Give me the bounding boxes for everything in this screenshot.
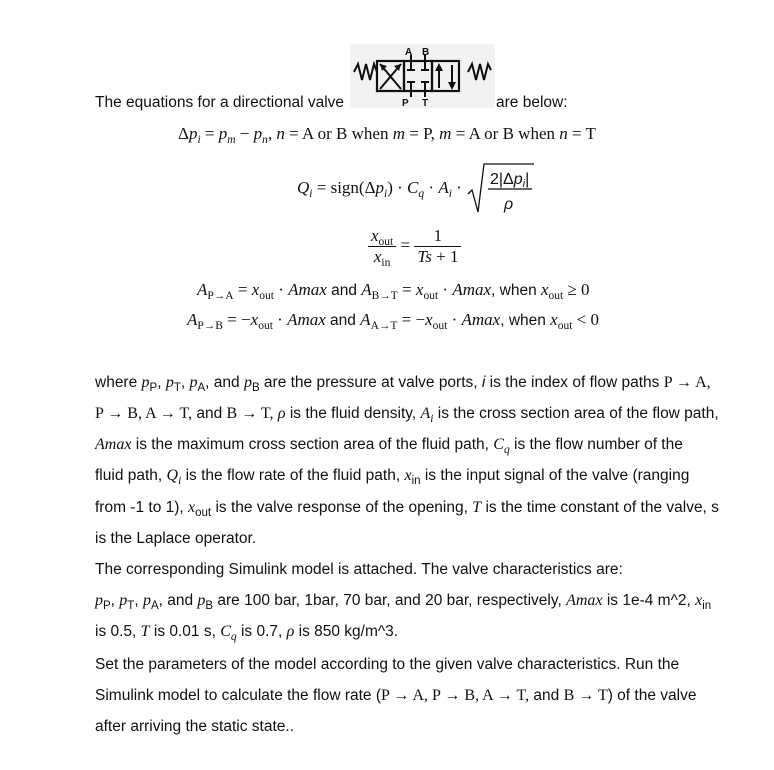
- definitions-line-3: Amax is the maximum cross section area of the fluid path, $C_q$ is the flow number of the: [95, 436, 683, 456]
- equation-pressure-difference: $\Delta p_i = p_m - p_n$, n = A or B when m = P, m = A or B when n = T: [178, 124, 596, 146]
- port-label-t: T: [422, 98, 429, 108]
- definitions-line-6: is the Laplace operator.: [95, 530, 257, 547]
- characteristics-line-2: is 0.5, T is 0.01 s, $C_q$ is 0.7, ρ is 850 kg/m^3.: [95, 623, 399, 643]
- definitions-line-4: fluid path, $Q_i$ is the flow rate of the fluid path, $x_{in}$ is the input signal of the valve (ranging: [95, 467, 690, 487]
- equation-flow-rate: $Q_i$ = $sign(\Delta p_i) \cdot C_q \cdot A_i$ · 2|Δpi| ρ: [297, 160, 536, 216]
- intro-text: The equations for a directional valve: [95, 94, 345, 111]
- port-label-b: B: [422, 47, 430, 58]
- equation-area-negative: $A_{P\to B} = -x_{out} \cdot Amax$ and $A_{A\to T} = -x_{out} \cdot Amax$, when $x_{out} < 0$: [187, 310, 599, 332]
- task-line-1: Set the parameters of the model according to the given valve characteristics. Run the: [95, 656, 680, 673]
- definitions-line-5: from -1 to 1), $x_{out}$ is the valve response of the opening, T is the time constant of the valve, s: [95, 499, 719, 519]
- svg-text:ρ: ρ: [504, 196, 514, 213]
- svg-text:2|Δpi|: 2|Δpi|: [490, 171, 530, 190]
- task-line-2: Simulink model to calculate the flow rate (P → A, P → B, A → T, and B → T) of the valve: [95, 687, 697, 704]
- port-label-p: P: [402, 98, 409, 108]
- equation-transfer-function: $\frac{x_{out}}{x_{in}}$ = $\frac{1}{Ts + 1}$: [368, 226, 461, 267]
- definitions-line-2: P → B, A → T, and B → T, ρ is the fluid density, $A_i$ is the cross section area of the flow path,: [95, 405, 719, 425]
- model-intro-text: The corresponding Simulink model is attached. The valve characteristics are:: [95, 561, 623, 578]
- port-label-a: A: [405, 47, 413, 58]
- intro-text-after: are below:: [496, 94, 568, 111]
- equation-area-positive: $A_{P\to A} = x_{out} \cdot Amax$ and $A_{B\to T} = x_{out} \cdot Amax$, when $x_{out} \ge 0$: [197, 280, 590, 302]
- characteristics-line-1: $p_P$, $p_T$, $p_A$, and $p_B$ are 100 bar, 1bar, 70 bar, and 20 bar, respectively, Amax is 1e-4 m^2, $x_{in}$: [95, 592, 712, 612]
- definitions-line-1: where $p_P$, $p_T$, $p_A$, and $p_B$ are the pressure at valve ports, i is the index of flow paths P → A,: [95, 374, 711, 394]
- task-line-3: after arriving the static state..: [95, 718, 295, 735]
- directional-valve-symbol: [350, 44, 495, 108]
